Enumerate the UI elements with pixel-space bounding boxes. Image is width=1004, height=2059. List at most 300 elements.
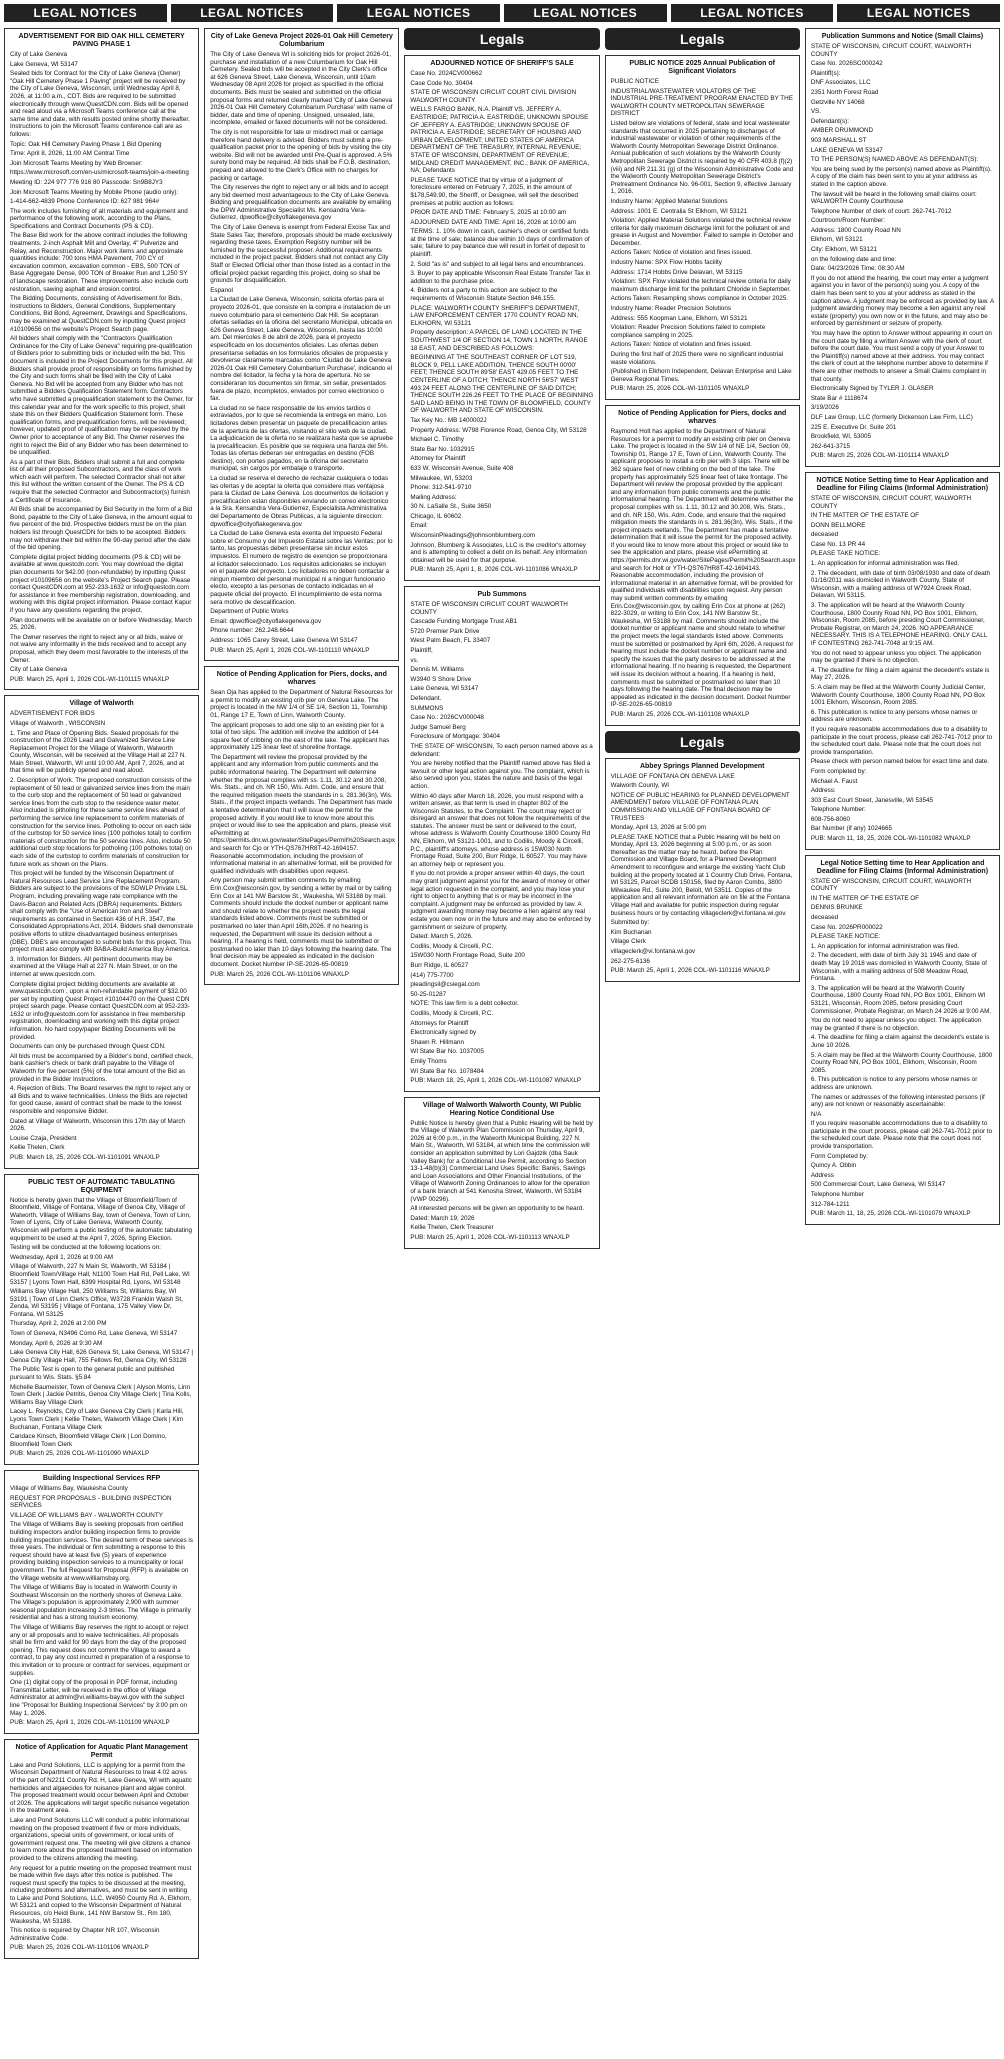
notice-line: THE STATE OF WISCONSIN, To each person named above as a defendant: [410, 742, 593, 758]
notice-line: La Ciudad de Lake Geneva, Wisconsin, solicita ofertas para el proyecto 2026-01, que consiste en la compra e instalacion de un nuevo columbario para el cementerio Oak Hill. Se aceptaran ofertas selladas en la oficina del secretario Municipal, ubicada en 626 Geneva Street, Lake Geneva, Wisconsin, hasta las 10:00 am. Del miercoles 8 de abril de 2026, para el proyecto especificado en los documentos oficiales. Las ofertas deben presentarse selladas en los formularios oficiales de propuesta y devolverse claramente marcadas como 'Ciudad de Lake Geneva 2026-01 Oak Hill Cemetery Columbarium Purchase', indicando el nombre del licitador, la fecha y la hora de apertura. No se consideraran los documentos sin firmar, sin sellar, presentados fuera de plazo, incompletos, enviados por correo electronico o fax. [210, 296, 393, 403]
notice-line: 5. A claim may be filed at the Walworth County Judicial Center, Walworth County Courthouse, 1800 County Road NN, PO Box 1001 Elkhorn, Wisconsin, Room 2085. [810, 683, 986, 707]
notice-line: Any request for a public meeting on the proposed treatment must be made within five days after this notice is published. The request must specify the topics to be discussed at the meeting, including problems and alternatives, and must be sent in writing to Lake and Pond Solutions, LLC, W4950 County Rd. A, Elkhorn, WI 53121 and copied to the Wisconsin Department of Natural Resources, c/o Heidi Bunk, 141 NW Barstow St., Rm 180, Waukesha, WI 53188. [10, 1864, 192, 1925]
notice-line: N/A [810, 1110, 822, 1118]
notice-title: NOTICE Notice Setting time to Hear Application and Deadline for Filing Claims (Informal Administration) [816, 476, 989, 492]
notice-line: City: Elkhorn, WI 53121 [810, 246, 877, 254]
notice-line: 2351 North Forest Road [810, 88, 879, 96]
notice-line: One (1) digital copy of the proposal in PDF format, including Transmittal Letter, will be received in the office of Village Administrator at admin@vi.williams-bay.wi.gov with the subject line "Proposal for Building Inspectional Services" by 3:00 pm on May 1, 2026. [10, 1679, 188, 1717]
notice-line: vs. [410, 656, 419, 664]
notice-line: WisconsinPleadings@johnsonblumberg.com [410, 532, 536, 540]
notice-line: The Base Bid work for the above contract includes the following treatments. 2-inch Asphalt Mill and Overlay, 4" Pulverize and Relay, and Reconstruction. Major work items and approximate quantities include: 700 tons HMA Pavement, 700 CY of excavation common, excavation common - EBS, 500 TON of Base Aggregate Dense, 900 TON of Breaker Run and 1,250 SY of landscape restoration. These improvements also include curb restoration, sawing asphalt and erosion control. [10, 232, 189, 293]
notice-line: VS. [810, 108, 821, 116]
notice-line: Phone: 312-541-9710 [410, 484, 472, 492]
notice-line: All interested persons will be given an opportunity to be heard. [410, 1205, 585, 1213]
notice-line: ADJOURNED DATE AND TIME: April 16, 2026 at 10:00 am [410, 218, 577, 226]
notice-line: Village of Walworth , WISCONSIN [10, 719, 106, 727]
notice-line: Dated: March 19, 2026 [410, 1214, 475, 1222]
notice-line: Williams Bay Village Hall, 250 Williams St, Williams Bay, WI 53191 | Town of Linn Clerk's Office, W3728 Franklin Walsh St, Zenda, WI 53195 | Village of Fontana, 175 Valley View Dr, Fontana, WI 53125 [10, 1288, 183, 1318]
notice-line: 3. The application will be heard at the Walworth County Courthouse, 1800 County Road NN, PO Box 1001, Elkhorn, Wisconsin, Room 2085, before presiding Court Commissioner, Probate Registrar, on March 24, 2026. NO APPEARANCE NECESSARY. THIS IS A TELEPHONE HEARING. ONLY CALL IF CONTESTING 262-741-7048 at 9:15 AM. [810, 602, 987, 647]
notice-line: 4. Rejection of Bids. The Board reserves the right to reject any or all Bids and to waive technicalities. Unless the Bids are rejected for good cause, award of contract shall be made to the lowest responsible and responsive Bidder. [10, 1085, 191, 1115]
legal-notice [4, 695, 199, 1168]
notice-line: SUMMONS [410, 704, 444, 712]
notice-line: IN THE MATTER OF THE ESTATE OF [810, 512, 920, 520]
notice-line: Monday, April 13, 2026 at 5:00 pm [610, 824, 707, 832]
notice-line: Michael C. Timothy [410, 436, 464, 444]
notice-line: Violation: Applied Material Solutions violated the technical review criteria for daily maximum discharge limit for the pollutant oil and grease in August and November. Failed to sample in October and December. [610, 217, 793, 247]
notice-line: Date: 04/23/2026 Time: 08:30 AM [810, 265, 905, 273]
notice-line: 3/19/2026 [810, 404, 839, 412]
notice-line: La ciudad se reserva el derecho de rechazar cualquiera o todas las ofertas y de aceptar la oferta que considere mas ventajosa para la Ciudad de Lake Geneva. Los documentos de licitacion y precalificacion estan disponibles enviando un correo electronico a la Sra. Kensandra Vera-Gutierrez, Especialista Administrativa del Departamento de Obras Publicas, a la siguiente direccion: dpwoffice@cityoflakegeneva.gov [210, 475, 389, 528]
notice-line: Lake and Pond Solutions LLC will conduct a public informational meeting on the proposed treatment if five or more individuals, organizations, special units of government, or local units of government request one. The meeting will give citizens a chance to learn more about the proposed treatment based on information provided to the citizens attending the meeting. [10, 1816, 193, 1862]
notice-line: 633 W. Wisconsin Avenue, Suite 408 [410, 464, 514, 472]
notice-line: You do not need to appear unless you object. The application may be granted if there is no objection. [810, 1017, 982, 1032]
notice-line: DNF Associates, LLC [810, 79, 871, 87]
notice-line: Address: 1065 Carey Street, Lake Geneva WI 53147 [210, 636, 358, 644]
notice-line: 15W030 North Frontage Road, Suite 200 [410, 952, 525, 960]
notice-line: 4. The deadline for filing a claim against the decedent's estate is June 10 2026. [810, 1034, 990, 1049]
notice-line: VILLAGE OF WILLIAMS BAY - WALWORTH COUNTY [10, 1511, 163, 1519]
legal-notice [805, 28, 1000, 467]
column-4 [605, 28, 800, 2055]
notice-line: Lacey L. Reynolds, City of Lake Geneva City Clerk | Karla Hill, Lyons Town Clerk | Kellie Thelen, Walworth Village Clerk | Kim Buchanan, Fontana Village Clerk [10, 1408, 184, 1431]
notice-line: The City of Lake Geneva WI is soliciting bids for project 2026-01, purchase and installation of a new Columbarium for Oak Hill Cemetery. Sealed bids will be accepted in the City Clerk's office at 626 Geneva Street, Lake Geneva, Wisconsin, until 10am Wednesday 08 April 2026 for project as specified in the official documents. Bids must be sealed and submitted on the official proposal forms and returned clearly marked 'City of Lake Geneva 2026-01 Oak Hill Cemetery Columbarium Purchase' with name of bidder, date and time of opening. Unsigned, unsealed, late, incomplete, emailed or faxed documents will not be considered. [210, 51, 393, 127]
legal-notice [4, 1174, 199, 1465]
notice-line: 5. A claim may be filed at the Walworth County Courthouse, 1800 County Road NN, PO Box 1001, Elkhorn, Wisconsin, Room 2085. [810, 1051, 993, 1074]
notice-line: Town of Geneva, N3496 Como Rd, Lake Geneva, WI 53147 [10, 1330, 178, 1338]
notice-line: 6. This publication is notice to any persons whose names or address are unknown. [810, 708, 978, 724]
notice-title: ADJOURNED NOTICE OF SHERIFF'S SALE [430, 60, 574, 67]
notice-line: Email: [410, 522, 428, 530]
notice-line: Address: 1714 Hobbs Drive Delavan, WI 53115 [610, 268, 743, 276]
notice-line: Industry Name: Applied Material Solutions [610, 197, 728, 205]
notice-title: Publication Summons and Notice (Small Claims) [821, 33, 984, 40]
notice-line: villageclerk@vi.fontana.wi.gov [610, 948, 696, 955]
notice-line: REQUEST FOR PROPOSALS - BUILDING INSPECTION SERVICES [10, 1494, 172, 1510]
notice-line: The Village of Williams Bay reserves the right to accept or reject any or all proposals and to waive technicalities. All proposals shall be firm and valid for 90 days from the day of the proposed opening. This request does not commit the Village to award a contract, to pay any cost incurred in preparation of a response to this invitation or to procure or contract for services, equipment or supplies. [10, 1624, 190, 1677]
notice-line: PLEASE TAKE NOTICE: [810, 550, 881, 558]
notice-line: Form completed by: [810, 767, 867, 775]
notice-line: The Department will review the proposal provided by the applicant and any information from public comments and the public informational hearing. The Department will determine whether the proposal complies with ss. 1.11, 30.12 and 30.208, Wis. Stats., and ch. NR 150, Wis. Adm. Code, and ensure that the required mitigation meets the standards in s. 281.36(3n), Wis. Stats., if the project impacts wetlands. The Department has made a tentative determination that it will issue the permit for the proposed activity. If you would like to know more about this project or would like to see the application and plans, please visit ePermitting at https://permits.dnr.wi.gov/water/SitePages/Permit%20Search.aspx and search for Cjo or YTH-QS767HR8T-42-1694157. Reasonable accommodation, including the provision of informational material in an alternative format, will be provided for qualified individuals with disabilities upon request. [210, 753, 395, 875]
section-header: LEGAL NOTICES [837, 4, 1000, 22]
notice-line: You do not need to appear unless you object. The application may be granted if there is no objection. [810, 649, 982, 665]
notice-line: Telephone Number: [810, 806, 866, 814]
notice-line: Phone number: 262.248.6644 [210, 627, 294, 635]
notice-line: Case No. 13 PR 44 [810, 540, 866, 548]
notice-line: Electronically signed by [410, 1029, 477, 1037]
notice-line: Walworth County, WI [610, 782, 670, 790]
legal-notice [404, 1097, 599, 1249]
notice-line: Dated: March 5, 2026. [410, 933, 473, 941]
notice-line: https://www.microsoft.com/en-us/microsoft-teams/join-a-meeting [10, 169, 189, 177]
notice-line: Lake Geneva, WI 53147 [10, 60, 78, 68]
legal-notice [404, 55, 599, 581]
notice-line: Shawn R. Hillmann [410, 1038, 464, 1046]
notice-line: 2. The decedent, with date of birth July 31 1945 and date of death May 19 2018 was domiciled in Walworth County, State of Wisconsin, with a mailing address of 508 Meadow Road, Fontana. [810, 952, 987, 983]
notice-line: Form Completed by: [810, 1152, 868, 1160]
notice-line: Bar Number (if any) 1024665 [810, 825, 893, 833]
notice-line: Case Code No. 30404 [410, 79, 473, 87]
notice-line: 2. The decedent, with date of birth 03/08/1930 and date of death 01/16/2011 was domiciled in Walworth County, State of Wisconsin, with a mailing address of W7924 Creek Road, Delavan, WI 53115. [810, 569, 990, 600]
notice-line: Codilis, Moody & Circelli, P.C. [410, 942, 494, 950]
legal-notice [4, 28, 199, 690]
notice-line: Department of Public Works [210, 608, 289, 616]
notice-line: PUB: March 25, 2026 COL-WI-1101105 WNAXLP [610, 385, 750, 393]
column-1 [4, 28, 199, 2055]
notice-line: PLEASE TAKE NOTICE that a Public Hearing will be held on Monday, April 13, 2026 beginning at 5:00 p.m., or as soon thereafter as the matter may be heard, before the Plan Commission and Village Board, for a Planned Development Amendment to reconfigure and enlarge the existing Yacht Club building at the property located at 1 Country Club Drive, Fontana, WI 53125, Parcel SCDB 150156, filed by Aaron Combs, 3800 Milwaukee Rd., Suite 200, Beloit, WI 53511. Copies of the application and all relevant information are on file at the Fontana Village Hall and available for public inspection during regular business hours or by contacting villageclerk@vi.fontana.wi.gov. [610, 833, 793, 917]
notice-line: 2. Description of Work. The proposed construction consists of the replacement of 50 lead or galvanized service lines from the main to the curb stop and the replacement of 50 lead or galvanized service lines from the curb stop to the residence water meter. Also included is pitholing for these same service lines ahead of performing the service line replacement to confirm materials of construction for the service lines. Potholing to occur on each side of the curbstop for 50 service lines (100 potholes total) to confirm materials of construction for the 50 service lines. Also, include 50 additional curb stop locations for potholing (100 potholes total) on each side of the curbstop to confirm materials of construction for future work as shown on the Plans. [10, 777, 193, 868]
notice-line: Mailing Address: [410, 493, 457, 501]
notice-line: Topic: Oak Hill Cemetery Paving Phase 1 Bid Opening [10, 140, 162, 148]
notice-line: Village of Williams Bay, Waukesha County [10, 1484, 128, 1492]
notice-line: Emily Thoms [410, 1057, 447, 1065]
legal-notice [805, 472, 1000, 850]
notice-line: This notice is required by Chapter NR 107, Wisconsin Administrative Code. [10, 1927, 160, 1942]
notice-line: PUB: March 25, April 1, 2026 COL-WI-1101115 WNAXLP [10, 675, 170, 683]
notice-line: on the following date and time: [810, 255, 897, 263]
notice-line: La Ciudad de Lake Geneva esta exenta del Impuesto Federal sobre el Consumo y del Impuesto Estatal sobre las Ventas; por lo tanto, las propuestas deben presentarse sin incluir estos impuestos. El numero de registro de exencion se proporcionara al licitador seleccionado. Los requisitos adicionales se incluyen en el paquete del proyecto. Los licitadores no deben contactar a ningun miembro del personal municipal ni a ningun funcionario electo, excepto a las personas de contacto indicadas en el paquete oficial del proyecto. El incumplimiento de esta norma sera motivo de descalificacion. [210, 530, 393, 606]
notice-line: The City reserves the right to reject any or all bids and to accept any bid deemed most advantageous to the City of Lake Geneva. Bidding and prequalification documents are available by emailing the DPW Administrative Specialist Ms. Kensandra Vera-Gutierrez, dpwoffice@cityoflakegeneva.gov [210, 184, 392, 222]
legal-notice [605, 55, 800, 400]
notice-line: Plaintiff, [410, 647, 433, 654]
notice-line: Foreclosure of Mortgage: 30404 [410, 733, 501, 741]
legal-notice [4, 1739, 199, 1959]
notice-line: 5720 Premier Park Drive [410, 627, 480, 635]
notice-line: The Village of Williams Bay is seeking proposals from certified building inspectors and/or building inspection firms to provide building inspection services. The desired term of these services is three years. The individual or firm submitting a response to this request should have at least five (5) years of experience providing building inspection services to a municipality or local government. The full Request for Proposal (RFP) is available on the Village website at www.williamsbay.org. [10, 1521, 193, 1582]
notice-line: PUB: March 18, 25, 2026 COL-WI-1101091 WNAXLP [10, 1153, 160, 1161]
notice-line: Dennis M. Williams [410, 666, 464, 674]
notice-line: Quincy A. Obbin [810, 1162, 857, 1170]
notice-line: AMBER DRUMMOND [810, 127, 874, 135]
notice-line: The work includes furnishing of all materials and equipment and performance of the following work, according to the Plans, Specifications and Contract Documents (PS & CD). [10, 207, 188, 230]
notice-line: Submitted by: [610, 919, 650, 927]
column-2 [204, 28, 399, 2055]
notice-line: STATE OF WISCONSIN CIRCUIT COURT WALWORTH COUNTY [410, 601, 568, 616]
notice-line: Lake Geneva City Hall, 626 Geneva St, Lake Geneva, WI 53147 | Genoa City Village Hall, 755 Fellows Rd, Genoa City, WI 53128 [10, 1349, 193, 1364]
legal-notice [4, 1470, 199, 1734]
notice-line: If you do not provide a proper answer within 40 days, the court may grant judgment against you for the award of money or other legal action requested in the complaint, and you may lose your right to object to anything that is or may be incorrect in the complaint. A judgment may be enforced as provided by law. A judgment awarding money may become a lien against any real estate you own now or in the future and may also be enforced by garnishment or seizure of property. [410, 870, 592, 931]
notice-line: Violation: SPX Flow violated the technical review criteria for daily maximum discharge limit for the pollutant Chloride in September. [610, 278, 791, 293]
notice-line: Thursday, April 2, 2026 at 2:00 PM [10, 1320, 107, 1328]
notice-line: Michelle Baumeister, Town of Geneva Clerk | Alyson Morris, Linn Town Clerk | Jackie Petritis, Genoa City Village Clerk | Tina Kolls, Williams Bay Village Clerk [10, 1383, 192, 1406]
notice-line: Lake and Pond Solutions, LLC is applying for a permit from the Wisconsin Department of Natural Resources to treat 4.02 acres of the part of N2211 County Rd. H, Lake Geneva, WI with aquatic herbicides and algaecides for nuisance plant and algae control. The proposed treatment would occur between April and October of 2026. The applications will target specific nuisance vegetation in the treatment area. [10, 1761, 192, 1815]
notice-line: Telephone Number of clerk of court: 262-741-7012 [810, 207, 952, 215]
legals-banner: Legals [605, 28, 800, 50]
notice-line: Complete digital project bidding documents (PS & CD) will be available at www.questcdn.com. You may download the digital plan documents for $42.00 (non-refundable) by inputting Quest project #10109656 on the website's Project Search page. Please contact QuestCDN.com at 952-233-1632 or info@questcdn.com for assistance in free membership registration, downloading, and working with this digital project information. Please contact Kapur if you have any questions regarding the project. [10, 553, 192, 614]
notice-line: DONN BELLMORE [810, 521, 866, 529]
notice-line: PUB: March 25, April 1, 2026 COL-WI-1101109 WNAXLP [10, 1719, 170, 1727]
notice-line: PUB: March 25, 2026 COL-WI-1101106 WNAXLP [210, 970, 349, 978]
notice-line: City of Lake Geneva [10, 51, 68, 58]
notice-line: Lake Geneva, WI 53147 [410, 685, 479, 693]
notice-line: Address: 1001 E. Centralia St Elkhorn, WI 53121 [610, 207, 748, 215]
notice-line: The names or addresses of the following interested persons (if any) are not known or reasonably ascertainable: [810, 1093, 985, 1109]
legals-banner: Legals [404, 28, 599, 50]
notice-line: Louise Czaja, President [10, 1134, 77, 1142]
notice-title: Legal Notice Setting time to Hear Application and Deadline for Filing Claims (Informal Administration) [816, 859, 989, 875]
legal-notice [605, 758, 800, 982]
notice-line: Complete digital project bidding documents are available at www.questcdn.com , upon a non-refundable payment of $32.00 per set by inputting Quest Project #10104470 on the Quest CDN project search page. Please contact QuestCDN.com at 952-233-1632 or info@questcdn.com for assistance in free membership registration, downloading and working with this digital project information. No hard copy/paper Bidding Documents will be provided. [10, 980, 190, 1041]
notice-line: Village Clerk [610, 938, 646, 946]
section-header: LEGAL NOTICES [171, 4, 334, 22]
notice-line: 903 MARSHALL ST [810, 136, 867, 144]
notice-line: PUB: March 25, April 1, 8, 2026 COL-WI-1101086 WNAXLP [410, 566, 578, 574]
notice-line: The lawsuit will be heard in the following small claims court: WALWORTH County Courthouse [810, 190, 977, 206]
notice-line: Courtroom/Room Number: [810, 217, 885, 225]
notice-line: Actions Taken: Resampling shows compliance in October 2025. [610, 295, 788, 303]
notice-line: Raymond Holt has applied to the Department of Natural Resources for a permit to modify an existing crib pier on Geneva Lake. The project is located in the SW 1/4 of NE 1/4, Section 09, Township 01, Range 17 E, Town of Linn, Walworth County. The applicant proposes to install a crib pier with 3 slips. There will be 362 square feet of new cribbing on the bed of the lake. The property has approximately 525 linear feet of lake frontage. The Department will review the proposal provided by the applicant and any information from public comments and the public informational hearing. The Department will determine whether the proposal complies with ss. 1.11, 30.12 and 30.208, Wis. Stats., and ch. NR 150, Wis. Adm. Code, and ensure that the required mitigation meets the standards in s. 281.36(3n), Wis. Stats., if the project impacts wetlands. The Department has made a tentative determination that it will issue the permit for the proposed activity. If you would like to know more about this project or would like to see the application and plans, please visit ePermitting at https://permits.dnr.wi.gov/water/SitePages/Permit%20Search.aspx and search for Holt or YTH-QS767HR8T-42-1694143. Reasonable accommodation, including the provision of informational material in an alternative format, will be provided for qualified individuals with disabilities upon request. Any person may submit written comments by emailing Erin.Cox@wisconsin.gov, by calling Erin Cox at phone at (262) 822-3029, or writing to Erin Cox, 141 NW Barstow St., Waukesha, WI 53188 by mail. Comments should include the docket number or applicant name and should relate to whether the project meets the legal standards listed above. Comments must be submitted or postmarked by April 6th, 2026. A request for hearing must include the docket number or applicant name and specify the issues that the party desires to be addressed at the informational hearing. If no hearing is requested, the Department will issue its decision without a hearing. If a hearing is held, comments must be submitted or postmarked no later than 10 days following the hearing date. The final decision may be appealed as indicated in the decision document. Docket Number IP-SE-2026-65-00819 [610, 427, 796, 709]
notice-line: As a part of their Bids, Bidders shall submit a full and complete list of all their proposed Subcontractors, and the class of work which each will perform. The selected Contractor shall not alter this list without the written consent of the Owner. The PS & CD require that the selected Contractor and Subcontractor(s) furnish a Certificate of Insurance. [10, 458, 190, 504]
notice-line: Plan documents will be available on or before Wednesday, March 25, 2026. [10, 616, 193, 632]
notice-line: 1. An application for informal administration was filed. [810, 942, 960, 950]
notice-line: Judge Samuel Berg [410, 723, 466, 731]
notice-line: This project will be funded by the Wisconsin Department of Natural Resources Lead Service Line Replacement Program. Bidders are subject to the provisions of the SDWLP Private LSL Program, including prevailing wage rate compliance with the Davis-Bacon and Related Acts (DBRA) requirements. Bidders shall comply with the "Use of American Iron and Steel" requirements as contained in Section 436 of H.R. 3547, the Consolidated Appropriations Act, 2014. Bidders shall demonstrate positive efforts to utilize disadvantaged business enterprises (DBE). DBE's are encouraged to submit bids for this project. This project must also comply with BABA-Build America Buy America. [10, 870, 194, 954]
notice-line: Sealed bids for Contract for the City of Lake Geneva (Owner) "Oak Hill Cemetery Phase 1 Paving" project will be received by the City of Lake Geneva, Wisconsin, until Wednesday April 8, 2026, at 11:00 a.m., CDT. Bids are required to be submitted electronically through www.QuestCDN.com. Bids will be opened and read aloud via a Microsoft Teams conference call at the same time and date, with results posted online shortly thereafter. Instructions to join the Microsoft Teams conference call are as follows: [10, 70, 190, 138]
notice-line: Join Microsoft Teams Meeting by Web Browser: [10, 159, 143, 167]
notice-title: PUBLIC NOTICE 2025 Annual Publication of Significant Violators [629, 60, 775, 75]
notice-line: Espanol [210, 286, 233, 294]
notice-line: PUB: March 25, 2026 COL-WI-1101090 WNAXLP [10, 1450, 150, 1458]
notice-line: 312-784-1211 [810, 1200, 850, 1208]
notice-line: West Palm Beach, FL 33407 [410, 637, 491, 645]
notice-line: 262-641-3715 [810, 442, 851, 450]
notice-line: INDUSTRIAL/WASTEWATER VIOLATORS OF THE INDUSTRIAL PRE-TREATMENT PROGRAM ENACTED BY THE WALWORTH COUNTY METROPOLITAN SEWERAGE DISTRICT [610, 87, 793, 118]
legal-notice [605, 405, 800, 726]
notice-title: Notice of Application for Aquatic Plant Management Permit [15, 1743, 188, 1759]
notice-title: PUBLIC TEST OF AUTOMATIC TABULATING EQUIPMENT [28, 1178, 176, 1194]
notice-line: All bidders shall comply with the "Contractors Qualification Ordinance for the City of Lake Geneva" requiring pre-qualification of Bidders prior to submitting bids or included with the bid. This document is included in the Project Documents for this project. All Bidders shall provide proof of responsibility on forms furnished by the City and such forms shall be filed with the City of Lake Geneva. No Bid will be accepted from any Bidder who has not submitted a Bidders Qualification Statement form. Contractors who have submitted a prequalification statement to the Owner, for this calendar year and for the work specific to this project, shall state this on their Bidders Qualification Statement form. These qualification forms, and prequalification forms, will be reviewed; however, updated proof of qualification may be requested by the Owner prior to acceptance of any Bid. The Owner reserves the right to reject the Bid of any Bidder who has been determined to be unqualified. [10, 335, 194, 457]
notice-line: You are being sued by the person(s) named above as Plaintiff(s). A copy of the claim has been sent to you at your address as stated in the caption above. [810, 165, 992, 188]
notice-line: PUB: March 11, 18, 25, 2026 COL-WI-1101082 WNAXLP [810, 835, 971, 843]
notice-line: PUB: March 25, April 1, 2026 COL-WI-1101116 WNAXLP [610, 967, 770, 975]
notice-line: WI State Bar No. 1078484 [410, 1067, 484, 1075]
notice-line: Actions Taken: Notice of violation and fines issued. [610, 341, 752, 349]
notice-title: Building Inspectional Services RFP [42, 1474, 161, 1482]
notice-line: PUB: March 11, 18, 25, 2026 COL-WI-1101079 WNAXLP [810, 1210, 971, 1218]
notice-line: The Public Test is open to the general public and published pursuant to Wis. Stats. §5.84 [10, 1366, 175, 1382]
notice-line: Public Notice is hereby given that a Public Hearing will be held by the Village of Walworth Plan Commission on Thursday, April 9, 2026 at 6:00 p.m., in the Walworth Municipal Building, 227 N. Main St., Walworth, WI 53184, at which time the commission will consider an application submitted by Lori Gajdzik (dba Sauk Valley Bank) for a Conditional Use Permit, according to Section 13-1-48(b)(3) Commercial Land Uses Specific: Banks, Savings and Loan Associations and Other Financial Institutions, of the Village of Walworth Zoning Ordinances to allow for the operation of a bank branch at 541 Kenosha Street, Walworth, WI 53184 (VWP 00296). [410, 1119, 593, 1203]
notice-line: Kim Buchanan [610, 928, 652, 936]
notice-line: (414) 775-7700 [410, 971, 454, 979]
notice-line: Cascade Funding Mortgage Trust AB1 [410, 618, 518, 626]
notice-line: Address [810, 1171, 834, 1179]
notice-title: Notice of Pending Application for Piers, docks and wharves [618, 409, 787, 425]
notice-line: Address: 555 Koopman Lane, Elkhorn, WI 53121 [610, 314, 748, 322]
notice-line: Attorneys for Plaintiff [410, 1019, 469, 1027]
notice-line: If you require reasonable accommodations due to a disability to participate in the court process, please call 262-741-7012 prior to the scheduled court date. Please note that the court does not provide transportation. [810, 1120, 993, 1151]
section-header: LEGAL NOTICES [504, 4, 667, 22]
notice-line: 1. An application for informal administration was filed. [810, 560, 960, 568]
notice-line: WELLS FARGO BANK, N.A. Plaintiff VS. JEFFERY A. EASTRIDGE; PATRICIA A. EASTRIDGE; UNKNOWN SPOUSE OF JEFFERY A. EASTRIDGE; UNKNOWN SPOUSE OF PATRICIA A. EASTRIDGE; SECRETARY OF HOUSING AND URBAN DEVELOPMENT; UNITED STATES OF AMERICA DEPARTMENT OF THE TREASURY, INTERNAL REVENUE; STATE OF WISCONSIN, DEPARTMENT OF REVENUE; MIDLAND CREDIT MANAGEMENT, INC.; BANK OF AMERICA, NA; Defendants [410, 106, 590, 175]
notice-line: 262-275-6136 [610, 957, 650, 965]
notice-line: DENNIS BRUNKE [810, 904, 863, 912]
notice-line: Candace Kinsch, Bloomfield Village Clerk | Lori Domino, Bloomfield Town Clerk [10, 1433, 167, 1448]
notice-line: Dated at Village of Walworth, Wisconsin this 17th day of March 2026. [10, 1117, 185, 1133]
notice-line: Email: dpwoffice@cityoflakegeneva.gov [210, 617, 322, 625]
notice-line: 4. The deadline for filing a claim against the decedent's estate is May 27, 2026. [810, 666, 990, 682]
notice-line: 3. Buyer to pay applicable Wisconsin Real Estate Transfer Tax in addition to the purchase price. [410, 270, 591, 285]
notice-line: Elkhorn, WI 53121 [810, 236, 863, 244]
column-5 [805, 28, 1000, 2055]
notice-line: PUB: March 25, 2026 COL-WI-1101106 WNAXLP [10, 1944, 149, 1952]
notice-line: City of Lake Geneva [10, 666, 68, 674]
notice-line: Milwaukee, WI, 53203 [410, 474, 473, 482]
section-header: LEGAL NOTICES [337, 4, 500, 22]
notice-line: 2. Sold "as is" and subject to all legal liens and encumbrances. [410, 260, 585, 268]
notice-line: 608-756-8060 [810, 815, 851, 823]
notice-line: IN THE MATTER OF THE ESTATE OF [810, 894, 920, 902]
notice-line: Violation: Reader Precision Solutions failed to complete compliance sampling in 2025. [610, 324, 766, 339]
notice-line: Chicago, IL 60602 [410, 512, 462, 520]
section-header: LEGAL NOTICES [4, 4, 167, 22]
notice-title: City of Lake Geneva Project 2026-01 Oak Hill Cemetery Columbarium [210, 33, 393, 48]
notice-line: Kellie Thelen, Clerk [10, 1144, 65, 1152]
notice-line: Property description: A PARCEL OF LAND LOCATED IN THE SOUTHWEST 1/4 OF SECTION 14, TOWN 1 NORTH, RANGE 18 EAST, AND DESCRIBED AS FOLLOWS: [410, 329, 588, 352]
notice-line: 225 E. Executive Dr. Suite 201 [810, 423, 897, 431]
notice-title: ADVERTISEMENT FOR BID OAK HILL CEMETERY PAVING PHASE 1 [18, 33, 185, 48]
notice-line: STATE OF WISCONSIN, CIRCUIT COURT, WALWORTH COUNTY [810, 43, 972, 58]
notice-line: The city is not responsible for late or misdirect mail or carriage therefore hand delivery is advised. Bidders must submit a pre-qualification packet prior to the opening of bids by visiting the city website. Bid will not be awarded until Pre-Qual is approved. A 5% surety bond may be required. All bids shall be F.O.B. destination, prepaid and allowed to the Clerk's Office with no charges for packing or cartage. [210, 128, 393, 182]
notice-line: The City of Lake Geneva is exempt from Federal Excise Tax and State Sales Tax; therefore, proposals should be made exclusively regarding these taxes. Exemption Registry number will be furnished by the successful proposer. Additional requirements included in the project packet. Bidders shall not contact any City Staff or Elected Official other than those listed as a contact in the official project packet regarding this project, doing so shall be grounds for disqualification. [210, 224, 393, 285]
notice-line: Address: 1800 County Road NN [810, 226, 901, 234]
notice-line: Documents can only be purchased through Quest CDN. [10, 1043, 166, 1051]
notice-line: Tax Key No.: MB 1400002J [410, 416, 487, 424]
notice-line: Time: April 8, 2026, 11:00 AM Central Time [10, 150, 130, 158]
notice-line: 50-25-01287 [410, 990, 447, 998]
notice-line: All Bids shall be accompanied by Bid Security in the form of a Bid Bond, payable to the City of Lake Geneva, in the amount equal to five percent of the bid. Prospective bidders must be on the plan holders list through QuestCDN for bids to be accepted. Bidders may not withdraw their bid within the 90-day period after the date of the bid opening. [10, 506, 193, 552]
legals-banner: Legals [605, 731, 800, 753]
section-header: LEGAL NOTICES [671, 4, 834, 22]
notice-line: Case No. 2024CV000662 [410, 70, 483, 77]
notice-line: Johnson, Blumberg & Associates, LLC is the creditor's attorney and is attempting to collect a debt on its behalf. Any information obtained will be used for that purpose. [410, 541, 587, 564]
notice-line: Electronically Signed by TYLER J. GLASER [810, 385, 934, 393]
notice-line: Industry Name: Reader Precision Solutions [610, 305, 732, 313]
header-row [4, 4, 1000, 22]
notice-line: You may have the option to Answer without appearing in court on the court date by filing a written Answer with the clerk of court before the court date. You must send a copy of your Answer to the Plaintiff(s) named above at their address. You may contact the clerk of court at the telephone number above to determine if there are other methods to answer a Small Claims complaint in that county. [810, 330, 992, 383]
notice-line: All bids must be accompanied by a Bidder's bond, certified check, bank cashier's check or bank draft payable to the Village of Walworth for five percent (5%) of the total amount of the Bid as provided in the Bidder Instructions. [10, 1052, 193, 1083]
notice-line: Join Microsoft Teams Meeting by Mobile Phone (audio only): [10, 188, 179, 196]
notice-line: Case No. 2026SC000242 [810, 60, 883, 68]
notice-line: PUB: March 25, 2026 COL-WI-1101108 WNAXLP [610, 710, 750, 718]
notice-line: Attorney for Plaintiff [410, 455, 466, 463]
notice-line: The Bidding Documents, consisting of Advertisement for Bids, Instructions to Bidders, General Conditions, Supplementary Conditions, Bid Bond, Agreement, Drawings and Specifications, may be examined at QuestCDN.com by inputting Quest project #10109656 on the website's Project Search page. [10, 295, 188, 333]
notice-line: PLEASE TAKE NOTICE: [810, 933, 881, 941]
notice-line: Defendant(s): [810, 117, 849, 125]
notice-line: 3. The application will be heard at the Walworth County Courthouse, 1800 County Road NN, PO Box 1001, Elkhorn WI 53121, Wisconsin, Room 2085, before presiding Court Commissioner, Probate Registrar, on March 24 2026 at 9:00 AM. [810, 984, 992, 1015]
legal-notice [204, 28, 399, 661]
notice-line: State Bar # 1118674 [810, 394, 868, 402]
notice-line: You are hereby notified that the Plaintiff named above has filed a lawsuit or other legal action against you. The complaint, which is also served upon you, states the nature and basis of the legal action. [410, 760, 591, 790]
columns [4, 28, 1000, 2055]
notice-line: 6. This publication is notice to any persons whose names or address are unknown. [810, 1076, 978, 1091]
notice-line: 1. Time and Place of Opening Bids. Sealed proposals for the construction of the 2026 Lead and Galvanized Service Line Replacement Project for the Village of Walworth, Walworth County, Wisconsin, will be received at the Village Hall at 227 N. Main Street, Walworth, WI until 10:00 AM, April 7, 2026, and at that time will be publicly opened and read aloud. [10, 729, 187, 775]
notice-line: LAKE GENEVA WI 53147 [810, 146, 883, 154]
notice-line: Actions Taken: Notice of violation and fines issued. [610, 249, 752, 257]
notice-line: deceased [810, 914, 839, 922]
notice-line: Notice is hereby given that the Village of Bloomfield/Town of Bloomfield, Village of Fontana, Village of Genoa City, Village of Walworth, Village of Williams Bay, town of Geneva, Town of Linn, Town of Lyons, City of Lake Geneva, Walworth County, Wisconsin will perform a public testing of the automatic tabulating equipment to be used at the April 7, 2026, Spring Election. [10, 1196, 192, 1242]
notice-title: Village of Walworth Walworth County, WI Public Hearing Notice Conditional Use [422, 1101, 582, 1117]
notice-line: Any person may submit written comments by emailing Erin.Cox@wisconsin.gov, by sending a letter by mail or by calling Erin Cox at 141 NW Barstow St., Waukesha, WI 53188 by mail. Comments should include the docket number or applicant name and should relate to whether the project meets the legal standards listed above. Comments must be submitted or postmarked no later than April 16th,2026. If no hearing is requested, the Department will issue its decision without a hearing. If a hearing is held, comments must be submitted or postmarked no later than 10 days following the hearing date. The final decision may be appealed as indicated in the decision document. Docket Number IP-SE-2026-65-00819 [210, 877, 392, 968]
notice-line: 303 East Court Street, Janesville, WI 53545 [810, 796, 933, 804]
notice-line: PLACE: WALWORTH COUNTY SHERIFF'S DEPARTMENT, LAW ENFORCEMENT CENTER 1770 COUNTY ROAD NN, ELKHORN, WI 53121 [410, 304, 580, 327]
notice-line: The Village of Williams Bay is located in Walworth County in Southeast Wisconsin on the northerly shores of Geneva Lake. The Village's population is approximately 2,900 with summer seasonal population increasing 2-3 times. The Village is primarily residential and has a strong tourism economy. [10, 1584, 191, 1622]
notice-line: PRIOR DATE AND TIME: February 5, 2025 at 10:00 am [410, 209, 567, 217]
notice-line: Please check with person named below for exact time and date. [810, 758, 989, 766]
notice-line: Monday, April 6, 2026 at 9:30 AM [10, 1339, 103, 1347]
notice-line: Listed below are violations of federal, state and local wastewater standards that occurred in 2025 pertaining to discharges of industrial wastewater or violation of other requirements of the Walworth County Metropolitan Sewerage District Ordinance. Annual publication of such violations by the Walworth County Metropolitan Sewerage District is required by 40 CFR 403.8 (f)(2)(viii) and NR 211.31 (g) of the Wisconsin Administrative Code and the Walworth County Metropolitan Sewerage District's Pretreatment Ordinance No. 96-001, Section 9, effective January 1, 2016. [610, 119, 794, 196]
notice-line: Kellie Thelen, Clerk Treasurer [410, 1224, 494, 1232]
notice-line: PUB: March 25, April 1, 2026 COL-WI-1101113 WNAXLP [410, 1234, 570, 1241]
notice-line: deceased [810, 531, 839, 539]
notice-line: NOTE: This law firm is a debt collector. [410, 1000, 519, 1008]
notice-line: Michael A. Faust [810, 777, 858, 785]
notice-line: TO THE PERSON(S) NAMED ABOVE AS DEFENDANT(S): [810, 156, 979, 164]
notice-line: PUB: March 18, 25, April 1, 2026 COL-WI-1101087 WNAXLP [410, 1077, 582, 1085]
legal-notice [805, 855, 1000, 1225]
notice-title: Notice of Pending Application for Piers, docks, and wharves [216, 671, 387, 687]
notice-line: State Bar No. 1032915 [410, 445, 475, 453]
notice-line: WI State Bar No. 1037005 [410, 1048, 484, 1056]
notice-line: 30 N. LaSalle St., Suite 3650 [410, 503, 492, 511]
notice-line: PUBLIC NOTICE [610, 78, 659, 85]
notice-line: 4. Bidders not a party to this action are subject to the requirements of Wisconsin Statute Section 846.155. [410, 287, 558, 303]
notice-title: Pub Summons [477, 591, 527, 599]
notice-line: Testing will be conducted at the following locations on: [10, 1244, 161, 1252]
notice-line: Case No.: 2026CV000048 [410, 714, 484, 722]
notice-line: DLF Law Group, LLC (formerly Dickenson Law Firm, LLC) [810, 413, 973, 421]
notice-line: If you do not attend the hearing, the court may enter a judgment against you in favor of the person(s) suing you. A copy of the claim has been sent to you at your address as stated in the caption above. A judgment may be enforced as provided by law. A judgment awarding money may become a lien against any real estate (property) you own now or in the future, and may also be enforced by garnishment or seizure of property. [810, 274, 994, 328]
notice-line: W3940 S Shore Drive [410, 675, 472, 683]
notice-line: Burr Ridge, IL 60527 [410, 961, 469, 969]
notice-line: Address: [810, 787, 836, 795]
notice-line: Property Address: W798 Florence Road, Genoa City, WI 53128 [410, 426, 587, 434]
notice-title: Abbey Springs Planned Development [639, 762, 765, 770]
notice-line: 3. Information for Bidders. All pertinent documents may be examined at the Village Hall at 227 N. Main Street, or on the internet at www.questcdn.com. [10, 955, 178, 978]
notice-line: Getzville NY 14068 [810, 98, 865, 106]
notice-line: (Published in Elkhorn Independent, Delavan Enterprise and Lake Geneva Regional Times. [610, 368, 792, 383]
notice-line: STATE OF WISCONSIN, CIRCUIT COURT, WALWORTH COUNTY [810, 877, 972, 893]
column-3 [404, 28, 599, 2055]
notice-title: Village of Walworth [69, 700, 134, 708]
notice-line: Plaintiff(s): [810, 69, 841, 77]
notice-line: 1-414-662-4839 Phone Conference ID: 627 981 964# [10, 198, 160, 206]
notice-line: PUB: March 25, April 1, 2026 COL-WI-1101110 WNAXLP [210, 646, 370, 654]
notice-line: 500 Commercial Court, Lake Geneva, WI 53147 [810, 1181, 946, 1189]
notice-line: TERMS: 1. 10% down in cash, cashier's check or certified funds at the time of sale; balance due within 10 days of confirmation of sale; failure to pay balance due will result in forfeit of deposit to plaintiff. [410, 228, 590, 259]
notice-line: If you require reasonable accommodations due to a disability to participate in the court process, please call 262-741-7012 prior to the scheduled court date. Please note that the court does not provide transportation. [810, 725, 993, 756]
notice-line: Defendant. [410, 694, 442, 702]
notice-line: PUB: March 25, 2026 COL-WI-1101114 WNAXLP [810, 452, 950, 460]
notice-line: STATE OF WISCONSIN CIRCUIT COURT CIVIL DIVISION WALWORTH COUNTY [410, 89, 577, 104]
notice-line: Industry Name: SPX Flow Hobbs facility [610, 259, 722, 267]
notice-line: La ciudad no se hace responsable de los envios tardios o extraviados, por lo que se recomienda la entrega en mano. Los licitadores deben presentar un paquete de precalificacion antes de la apertura de las ofertas, visitando el sitio web de la ciudad. La adjudicacion de la oferta no se realizara hasta que se apruebe la precalificacion. Es posible que se requiera una fianza del 5%. Todas las ofertas deberan ser entregadas en destino (FOB destino), con portes pagados, en la oficina del secretario municipal, sin cargos por embalaje o transporte. [210, 404, 393, 473]
notice-line: The Owner reserves the right to reject any or all bids, waive or not waive any informality in the bids received and to accept any proposal, which they deem most favorable to the interests of the Owner. [10, 633, 189, 664]
notice-line: Village of Walworth, 227 N Main St, Walworth, WI 53184 | Bloomfield Town/Village Hall, N1100 Town Hall Rd, Pell Lake, WI 53157 | Lyons Town Hall, 6399 Hospital Rd, Lyons, WI 53148 [10, 1263, 190, 1286]
notice-line: VILLAGE OF FONTANA ON GENEVA LAKE [610, 772, 735, 780]
notice-line: Sean Oja has applied to the Department of Natural Resources for a permit to modify an existing crib pier on Geneva Lake. The project is located in the NW 1/4 of SE 1/4, Section 11, Township 01, Range 17 E, Town of Linn, Walworth County. [210, 689, 393, 719]
notice-line: ADVERTISEMENT FOR BIDS [10, 710, 95, 718]
notice-line: pleadingsil@csiegal.com [410, 981, 480, 989]
notice-line: During the first half of 2025 there were no significant industrial waste violations. [610, 351, 784, 366]
notice-line: Wednesday, April 1, 2026 at 9:00 AM [10, 1253, 114, 1261]
legal-notice [404, 586, 599, 1092]
notice-line: STATE OF WISCONSIN, CIRCUIT COURT, WALWORTH COUNTY [810, 494, 972, 510]
legal-notice [204, 666, 399, 985]
notice-line: BEGINNING AT THE SOUTHEAST CORNER OF LOT 519, BLOCK 9, PELL LAKE ADDITION, THENCE SOUTH 00'00' FEET; THENCE SOUTH 89'58' EAST 429.05 FEET TO THE CENTERLINE OF A DITCH; THENCE NORTH 56'57' WEST 493.24 FEET ALONG THE CENTERLINE OF SAID DITCH; THENCE SOUTH 226.26 FEET TO THE PLACE OF BEGINNING SAID LAND BEING IN THE TOWN OF BLOOMFIELD, COUNTY OF WALWORTH AND STATE OF WISCONSIN. [410, 354, 594, 415]
notice-line: Case No. 2026PR000022 [810, 923, 883, 931]
notice-line: PLEASE TAKE NOTICE that by virtue of a judgment of foreclosure entered on February 7, 2025, in the amount of $178,549.90, the Sheriff, or Designee, will sell the described premises at public auction as follows: [410, 176, 578, 207]
notice-line: NOTICE OF PUBLIC HEARING for PLANNED DEVELOPMENT AMENDMENT before VILLAGE OF FONTANA PLAN COMMISSION AND VILLAGE OF FONTANA BOARD OF TRUSTEES [610, 791, 790, 822]
notice-line: Codilis, Moody & Circelli, P.C. [410, 1009, 494, 1017]
